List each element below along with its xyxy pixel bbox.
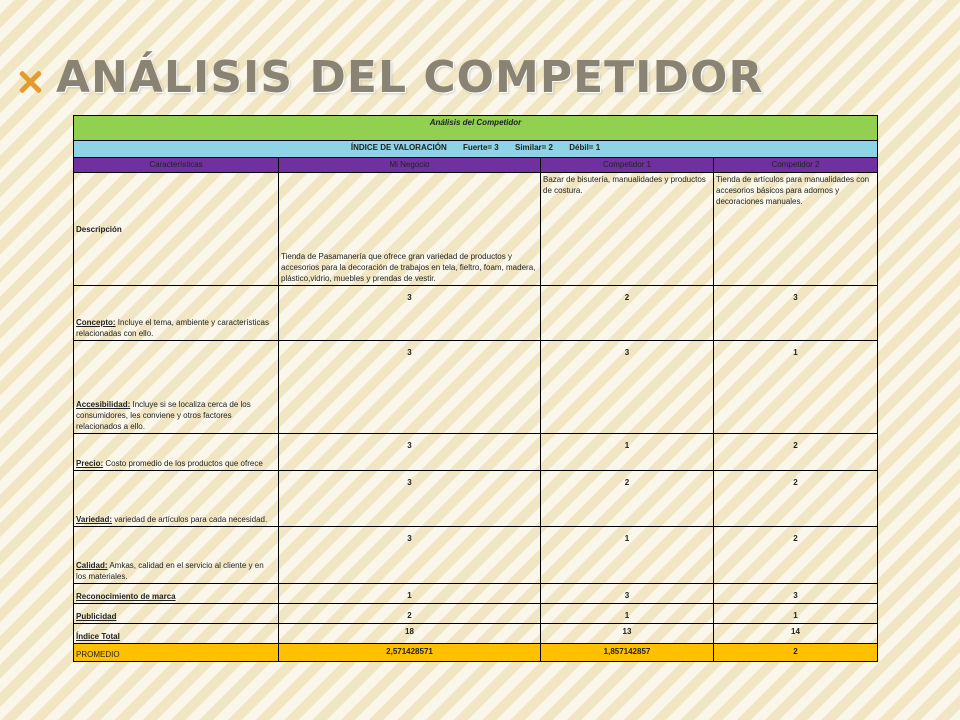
table-row xyxy=(74,341,878,434)
total-competitor-2: 14 xyxy=(714,624,878,644)
score-mine: 2 xyxy=(279,604,541,624)
total-row xyxy=(74,624,878,644)
score-competitor-2: 2 xyxy=(714,471,878,527)
description-label: Descripción xyxy=(74,173,279,286)
score-competitor-1: 1 xyxy=(541,604,714,624)
description-competitor-2: Tienda de artículos para manualidades con accesorios básicos para adornos y decoraciones manuales. xyxy=(714,173,878,286)
score-competitor-2: 3 xyxy=(714,584,878,604)
table-row xyxy=(74,286,878,341)
table-title-row xyxy=(74,116,878,141)
score-competitor-2: 1 xyxy=(714,604,878,624)
score-competitor-2: 3 xyxy=(714,286,878,341)
description-competitor-1: Bazar de bisutería, manualidades y productos de costura. xyxy=(541,173,714,286)
score-mine: 3 xyxy=(279,286,541,341)
table-row xyxy=(74,434,878,471)
header-competitor-1: Competidor 1 xyxy=(541,158,714,173)
table-row xyxy=(74,584,878,604)
rating-strong: Fuerte= 3 xyxy=(462,143,499,152)
total-mine: 18 xyxy=(279,624,541,644)
score-competitor-1: 1 xyxy=(541,527,714,584)
criterion-text: Costo promedio de los productos que ofrece xyxy=(103,459,263,468)
rating-index-label: ÍNDICE DE VALORACIÓN xyxy=(350,143,447,152)
criterion-label: Variedad: xyxy=(76,515,113,524)
criterion-label: Concepto: xyxy=(76,318,116,327)
score-mine: 1 xyxy=(279,584,541,604)
criterion-label: Calidad: xyxy=(76,561,108,570)
average-row xyxy=(74,644,878,662)
score-mine: 3 xyxy=(279,341,541,434)
criterion-text: Incluye si se localiza cerca de los consumidores, les conviene y otros factores relacionados a ello. xyxy=(76,400,251,431)
rating-weak: Débil= 1 xyxy=(569,143,601,152)
description-row xyxy=(74,173,878,286)
table-row xyxy=(74,471,878,527)
table-title: Análisis del Competidor xyxy=(74,116,878,141)
rating-similar: Similar= 2 xyxy=(514,143,554,152)
score-competitor-1: 3 xyxy=(541,341,714,434)
score-mine: 3 xyxy=(279,527,541,584)
criterion-text: Amkas, calidad en el servicio al cliente y en los materiales. xyxy=(76,561,264,581)
score-mine: 3 xyxy=(279,434,541,471)
criterion-label: Reconocimiento de marca xyxy=(76,592,176,601)
criterion-label: Publicidad xyxy=(76,612,117,621)
criterion-text: variedad de artículos para cada necesidad. xyxy=(112,515,268,524)
criterion-label: Accesibilidad: xyxy=(76,400,131,409)
bullet-x-icon xyxy=(18,70,42,94)
average-mine: 2,571428571 xyxy=(279,644,541,662)
score-competitor-2: 2 xyxy=(714,527,878,584)
description-mine: Tienda de Pasamanería que ofrece gran variedad de productos y accesorios para la decoración de trabajos en tela, fieltro, foam, madera, plástico,vidrio, muebles y prendas de vestir. xyxy=(279,173,541,286)
header-row xyxy=(74,158,878,173)
total-competitor-1: 13 xyxy=(541,624,714,644)
rating-index-row xyxy=(74,141,878,158)
header-competitor-2: Competidor 2 xyxy=(714,158,878,173)
average-label: PROMEDIO xyxy=(74,644,279,662)
score-competitor-1: 2 xyxy=(541,286,714,341)
score-competitor-2: 2 xyxy=(714,434,878,471)
criterion-label: Precio: xyxy=(76,459,104,468)
score-competitor-1: 1 xyxy=(541,434,714,471)
score-competitor-2: 1 xyxy=(714,341,878,434)
average-competitor-2: 2 xyxy=(714,644,878,662)
competitor-analysis-table xyxy=(73,115,878,662)
score-competitor-1: 3 xyxy=(541,584,714,604)
header-characteristics: Características xyxy=(74,158,279,173)
header-my-business: Mi Negocio xyxy=(279,158,541,173)
criterion-text: Incluye el tema, ambiente y características relacionadas con ello. xyxy=(76,318,269,338)
slide-title: ANÁLISIS DEL COMPETIDOR xyxy=(56,52,764,103)
table-row xyxy=(74,527,878,584)
score-mine: 3 xyxy=(279,471,541,527)
total-label: Índice Total xyxy=(76,632,120,641)
table-row xyxy=(74,604,878,624)
average-competitor-1: 1,857142857 xyxy=(541,644,714,662)
score-competitor-1: 2 xyxy=(541,471,714,527)
